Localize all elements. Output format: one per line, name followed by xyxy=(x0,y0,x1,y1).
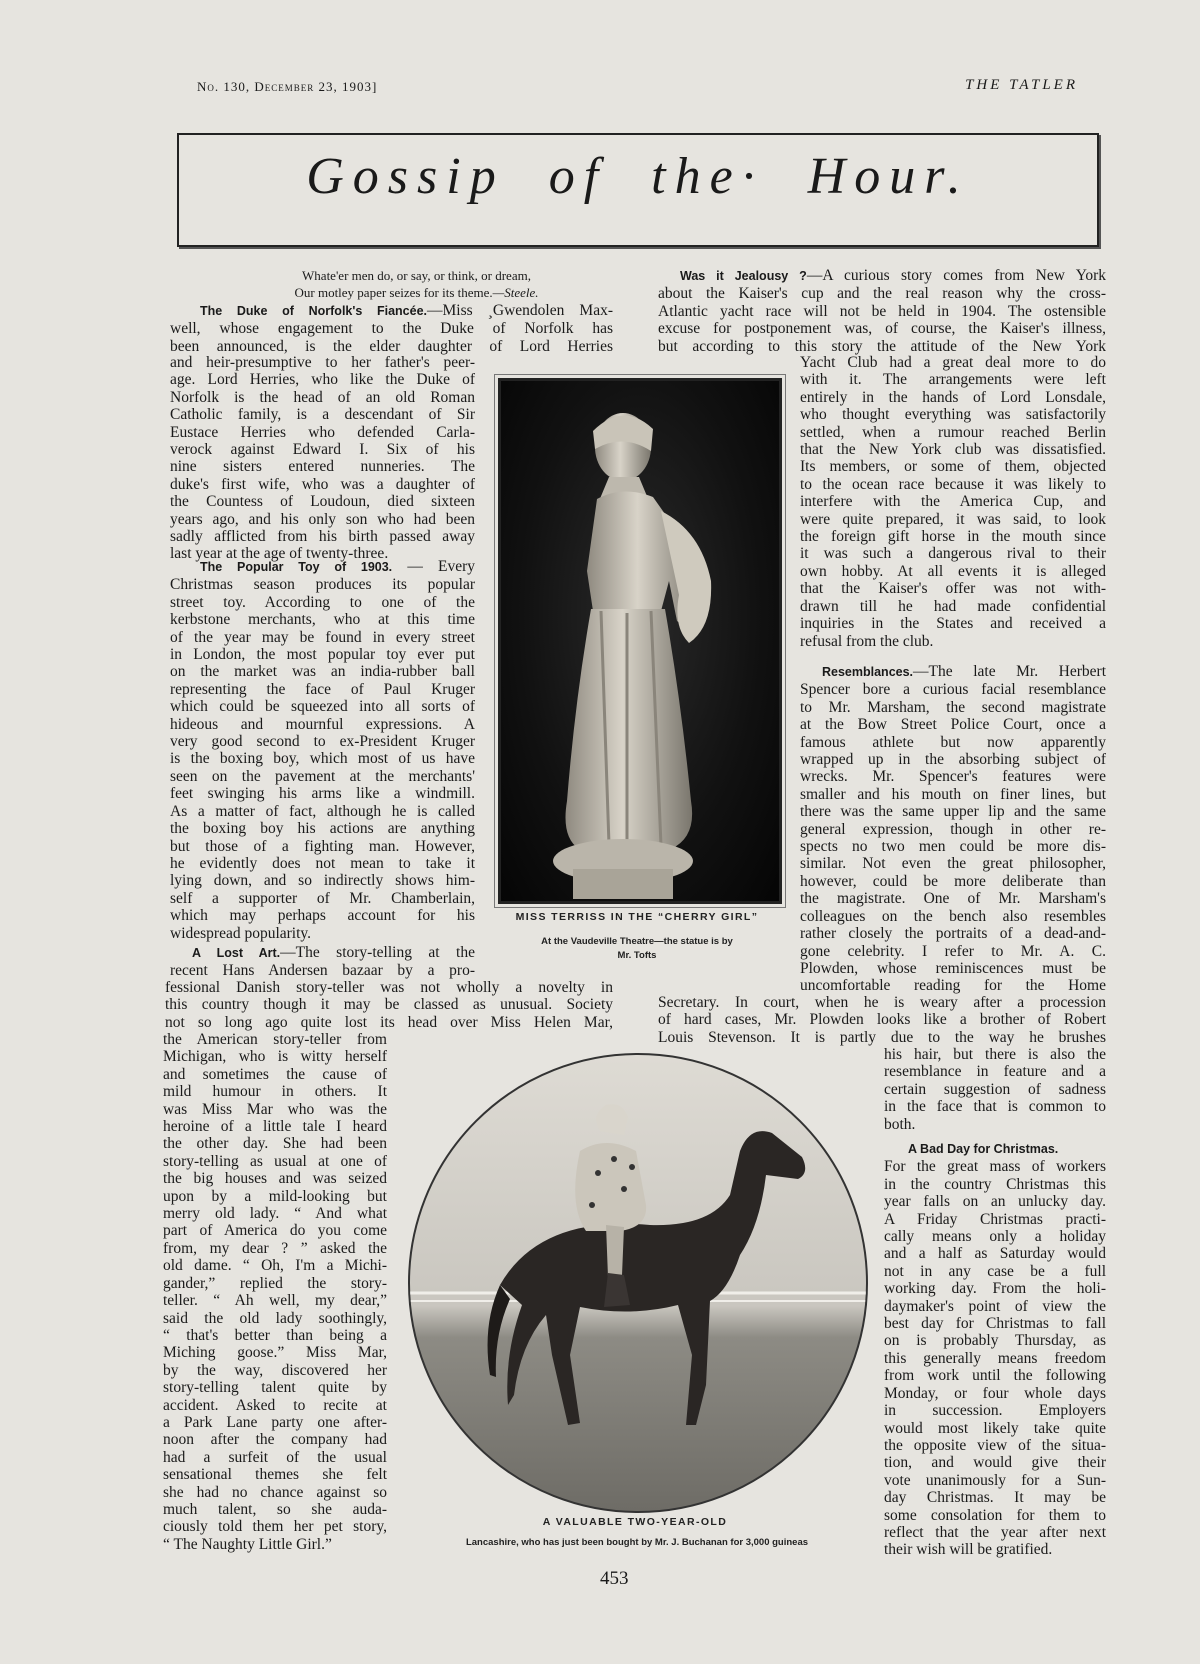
text-line: but those of a fighting man. However, xyxy=(170,837,475,855)
text-line: it was such a dangerous rival to their xyxy=(800,545,1106,563)
text-line: fessional Danish story-teller was not wholly a novelty in xyxy=(165,979,613,996)
heading-art: A Lost Art. xyxy=(192,946,281,960)
text-line: excuse for postponement was, of course, the Kaiser's illness, xyxy=(658,320,1106,338)
text-line: to the ocean race because it was likely to xyxy=(800,475,1106,493)
text-line: about the Kaiser's cup and the real reason why the cross- xyxy=(658,285,1106,303)
column-2-resemblances-end xyxy=(884,1046,1106,1133)
text-line: Michigan, who is witty herself xyxy=(163,1048,387,1066)
text-line: Plowden, whose reminiscences must be xyxy=(800,959,1106,977)
column-2-resemblances xyxy=(800,663,1106,995)
epigraph-attribution: —Steele. xyxy=(492,285,539,301)
text-line: the foreign gift horse in the mouth since xyxy=(800,528,1106,546)
text-line: Its members, or some of them, objected xyxy=(800,458,1106,476)
text-line: she had no chance against so xyxy=(163,1483,387,1501)
text-line: spects no two men could be more dis- xyxy=(800,838,1106,856)
text-line: story-telling as usual at one of xyxy=(163,1152,387,1170)
text-line: were quite prepared, it was said, to look xyxy=(800,510,1106,528)
text-line: in the country Christmas this xyxy=(884,1175,1106,1193)
text-line: the Countess of Loudoun, died sixteen xyxy=(170,493,475,511)
text-line: their wish will be gratified. xyxy=(884,1541,1053,1559)
text-line: old dame. “ Oh, I'm a Michi- xyxy=(163,1257,387,1275)
column-2-jealousy-wide xyxy=(658,267,1106,355)
text-line: in London, the most popular toy ever put xyxy=(170,646,475,664)
text-line: accident. Asked to recite at xyxy=(163,1396,387,1414)
text-line: self a supporter of Mr. Chamberlain, xyxy=(170,889,475,907)
column-1-top xyxy=(170,267,613,355)
text-line: and a half as Saturday would xyxy=(884,1245,1106,1263)
text-line: As a matter of fact, although he is called xyxy=(170,802,475,820)
text-line: sensational themes she felt xyxy=(163,1466,387,1484)
text-line: that the Kaiser's offer was not with- xyxy=(800,580,1106,598)
text-line: a Park Lane party one after- xyxy=(163,1413,387,1431)
statue-credit xyxy=(492,935,782,963)
statue-photo xyxy=(498,378,782,904)
text-line: of hard cases, Mr. Plowden looks like a brother of Robert xyxy=(658,1011,1106,1029)
text-line: had a surfeit of the usual xyxy=(163,1448,387,1466)
text-line: hideous and mournful expressions. A xyxy=(170,715,475,733)
text-line: A Friday Christmas practi- xyxy=(884,1210,1106,1228)
text-line: this generally means freedom xyxy=(884,1349,1106,1367)
horse-photo xyxy=(408,1053,868,1513)
text-line: was Miss Mar who was the xyxy=(163,1100,387,1118)
text-line: well, whose engagement to the Duke of Norfolk has xyxy=(170,320,613,338)
text-line: merry old lady. “ And what xyxy=(163,1205,387,1223)
text-line: age. Lord Herries, who like the Duke of xyxy=(170,371,475,389)
text-line: not so long ago quite lost its head over Miss Helen Mar, xyxy=(165,1013,613,1031)
text-line: Eustace Herries who defended Carla- xyxy=(170,423,475,441)
column-2-resemblances-wide xyxy=(658,994,1106,1046)
text-line: in succession. Employers xyxy=(884,1402,1106,1420)
text-line: settled, when a rumour reached Berlin xyxy=(800,423,1106,441)
horse-illustration xyxy=(410,1055,866,1511)
text-line: however, could be more deliberate than xyxy=(800,872,1106,890)
text-line: “ The Naughty Little Girl.” xyxy=(163,1535,332,1553)
text-line: which may perhaps account for his xyxy=(170,907,475,925)
text-line: similar. Not even the great philosopher, xyxy=(800,855,1106,873)
text-line: rather closely the portraits of a dead-and- xyxy=(800,925,1106,943)
text-line: the opposite view of the situa- xyxy=(884,1436,1106,1454)
text-line: not in any case be a full xyxy=(884,1262,1106,1280)
text-line: Catholic family, is a descendant of Sir xyxy=(170,406,475,424)
text-line: entirely in the hands of Lord Lonsdale, xyxy=(800,388,1106,406)
text-line: Yacht Club had a great deal more to do xyxy=(800,354,1106,371)
text-line: Louis Stevenson. It is partly due to the way he brushes xyxy=(658,1028,1106,1046)
text-line: vote unanimously for a Sun- xyxy=(884,1471,1106,1489)
column-1-norfolk xyxy=(170,354,475,563)
text-line: feet swinging his arms like a windmill. xyxy=(170,785,475,803)
horse-caption: A VALUABLE TWO-YEAR-OLD xyxy=(542,1516,728,1528)
text-line: that the New York club was dissatisfied. xyxy=(800,441,1106,459)
text-line: street toy. According to one of the xyxy=(170,593,475,611)
text-line: heroine of a little tale I heard xyxy=(163,1118,387,1136)
horse-credit: Lancashire, who has just been bought by Mr. J. Buchanan for 3,000 guineas xyxy=(465,1537,809,1548)
heading-resemblances: Resemblances. xyxy=(822,665,914,679)
text-line: wrapped up in the absorbing subject of xyxy=(800,751,1106,769)
text-line: duke's first wife, who was a daughter of xyxy=(170,475,475,493)
text-line: mild humour in others. It xyxy=(163,1083,387,1101)
text-line: some consolation for them to xyxy=(884,1506,1106,1524)
text-line: from, my dear ? ” asked the xyxy=(163,1239,387,1257)
statue-credit-line-2: Mr. Tofts xyxy=(617,950,657,961)
heading-bad-day-line xyxy=(884,1141,1106,1158)
text-line: on is probably Thursday, as xyxy=(884,1332,1106,1350)
text-line: year falls on an unlucky day. xyxy=(884,1193,1106,1211)
text-line: “ that's better than being a xyxy=(163,1326,387,1344)
text-line: who thought everything was satisfactorily xyxy=(800,406,1106,424)
text-line: the big houses and was seized xyxy=(163,1170,387,1188)
column-1-toy xyxy=(170,558,475,942)
text-line: he evidently does not mean to take it xyxy=(170,854,475,872)
text-line: upon by a mild-looking but xyxy=(163,1187,387,1205)
epigraph-text: Our motley paper seizes for its theme. xyxy=(294,285,493,301)
text-line: of the year may be found in every street xyxy=(170,628,475,646)
text-line: own hobby. At all events it is alleged xyxy=(800,562,1106,580)
text-line: his hair, but there is also the xyxy=(884,1046,1106,1063)
text-line: Miching goose.” Miss Mar, xyxy=(163,1344,387,1362)
text-line: certain suggestion of sadness xyxy=(884,1080,1106,1098)
text-line: cally means only a holiday xyxy=(884,1228,1106,1246)
text-line: Monday, or four whole days xyxy=(884,1384,1106,1402)
text-line: story-telling talent quite by xyxy=(163,1379,387,1397)
text-line: teller. “ Ah well, my dear,” xyxy=(163,1292,387,1310)
text-line: widespread popularity. xyxy=(170,924,312,942)
text-line: Secretary. In court, when he is weary after a procession xyxy=(658,994,1106,1011)
text-line: said the old lady soothingly, xyxy=(163,1309,387,1327)
art-first-line: A Lost Art.—The story-telling at the xyxy=(192,944,475,961)
text-line: uncomfortable reading for the Home xyxy=(800,977,1106,995)
text-line: wrecks. Mr. Spencer's features were xyxy=(800,768,1106,786)
text-line: very good second to ex-President Kruger xyxy=(170,733,475,751)
title-box xyxy=(177,133,1099,247)
heading-jealousy: Was it Jealousy ? xyxy=(680,269,807,283)
page-title: Gossip of the· Hour. xyxy=(306,148,970,205)
text-line: this country though it may be classed as unusual. Society xyxy=(165,996,613,1014)
text-line: interfere with the America Cup, and xyxy=(800,493,1106,511)
column-1-art-bottom xyxy=(163,1031,387,1553)
text-line: by the way, discovered her xyxy=(163,1361,387,1379)
text-line: noon after the company had xyxy=(163,1431,387,1449)
text-line: would most likely take quite xyxy=(884,1419,1106,1437)
text-line: years ago, and his only son who had been xyxy=(170,510,475,528)
toy-first-line: The Popular Toy of 1903. — Every xyxy=(200,558,475,575)
text-line: resemblance in feature and a xyxy=(884,1063,1106,1081)
text-line: both. xyxy=(884,1115,916,1133)
heading-toy: The Popular Toy of 1903. xyxy=(200,560,393,574)
text-line: ciously told them her pet story, xyxy=(163,1518,387,1536)
text-line: and heir-presumptive to her father's peer- xyxy=(170,354,475,371)
text-line: best day for Christmas to fall xyxy=(884,1315,1106,1333)
text-line: but according to this story the attitude of the New York xyxy=(658,337,1106,355)
column-2-jealousy xyxy=(800,354,1106,650)
text-line: the American story-teller from xyxy=(163,1031,387,1048)
text-line: drawn till he had made confidential xyxy=(800,597,1106,615)
text-line: at the Bow Street Police Court, once a xyxy=(800,716,1106,734)
publication-name: THE TATLER xyxy=(965,77,1078,93)
epigraph-line-1: Whate'er men do, or say, or think, or dream, xyxy=(302,268,531,283)
statue-caption: MISS TERRISS IN THE “CHERRY GIRL” xyxy=(515,911,759,923)
text-line: day Christmas. It may be xyxy=(884,1489,1106,1507)
text-line: daymaker's point of view the xyxy=(884,1297,1106,1315)
page-number: 453 xyxy=(600,1568,629,1589)
statue-credit-line-1: At the Vaudeville Theatre—the statue is by xyxy=(541,936,733,947)
norfolk-first-line: The Duke of Norfolk's Fiancée.—Miss ¸Gwendolen Max- xyxy=(200,301,613,319)
text-line: there was the same upper lip and the same xyxy=(800,803,1106,821)
text-line: gone celebrity. I refer to Mr. A. C. xyxy=(800,942,1106,960)
text-line: famous athlete but now apparently xyxy=(800,733,1106,751)
column-2-bad-day xyxy=(884,1141,1106,1559)
text-line: Atlantic yacht race will not be held in 1904. The ostensible xyxy=(658,302,1106,320)
text-line: Spencer bore a curious facial resemblance xyxy=(800,681,1106,699)
column-1-art-top xyxy=(170,944,475,980)
text-line: the other day. She had been xyxy=(163,1135,387,1153)
text-line: For the great mass of workers xyxy=(884,1158,1106,1176)
text-line: Norfolk is the head of an old Roman xyxy=(170,388,475,406)
text-line: is the boxing boy, which most of us have xyxy=(170,750,475,768)
epigraph-line-2 xyxy=(170,284,613,301)
text-line: recent Hans Andersen bazaar by a pro- xyxy=(170,962,475,980)
text-line: representing the face of Paul Kruger xyxy=(170,680,475,698)
text-line: tion, and would give their xyxy=(884,1454,1106,1472)
text-line: smaller and his mouth on finer lines, but xyxy=(800,785,1106,803)
text-line: gander,” replied the story- xyxy=(163,1274,387,1292)
text-line: part of America do you come xyxy=(163,1222,387,1240)
text-line: refusal from the club. xyxy=(800,632,934,650)
jealousy-first-line: Was it Jealousy ?—A curious story comes from New York xyxy=(680,267,1106,284)
text-line: general expression, though in other re- xyxy=(800,820,1106,838)
text-line: seen on the pavement at the merchants' xyxy=(170,767,475,785)
text-line: and sometimes the cause of xyxy=(163,1065,387,1083)
text-line: which could be squeezed into all sorts of xyxy=(170,698,475,716)
text-line: Christmas season produces its popular xyxy=(170,576,475,594)
text-line: inquiries in the States and received a xyxy=(800,615,1106,633)
text-line: sadly afflicted from his birth passed away xyxy=(170,528,475,546)
text-line: in the face that is common to xyxy=(884,1098,1106,1116)
text-line: on the market was an india-rubber ball xyxy=(170,663,475,681)
text-line: last year at the age of twenty-three. xyxy=(170,545,389,563)
heading-bad-day: A Bad Day for Christmas. xyxy=(908,1142,1059,1156)
text-line: much talent, so she auda- xyxy=(163,1500,387,1518)
text-line: verock against Edward I. Six of his xyxy=(170,441,475,459)
statue-illustration xyxy=(501,381,779,901)
text-line: to Mr. Marsham, the second magistrate xyxy=(800,698,1106,716)
resemblances-first-line: Resemblances.—The late Mr. Herbert xyxy=(822,663,1106,680)
heading-norfolk: The Duke of Norfolk's Fiancée. xyxy=(200,303,427,318)
column-1-art-wide xyxy=(165,979,613,1031)
text-line: with it. The arrangements were left xyxy=(800,371,1106,389)
text-line: the magistrate. One of Mr. Marsham's xyxy=(800,890,1106,908)
text-line: kerbstone merchants, who at this time xyxy=(170,611,475,629)
text-line: lying down, and so indirectly shows him- xyxy=(170,872,475,890)
text-line: working day. From the holi- xyxy=(884,1280,1106,1298)
issue-line: No. 130, December 23, 1903] xyxy=(197,79,378,94)
text-line: the boxing boy his actions are anything xyxy=(170,820,475,838)
text-line: reflect that the year after next xyxy=(884,1523,1106,1541)
text-line: from work until the following xyxy=(884,1367,1106,1385)
text-line: been announced, is the elder daughter of Lord Herries xyxy=(170,337,613,355)
text-line: colleagues on the bench also resembles xyxy=(800,907,1106,925)
text-line: nine sisters entered nunneries. The xyxy=(170,458,475,476)
